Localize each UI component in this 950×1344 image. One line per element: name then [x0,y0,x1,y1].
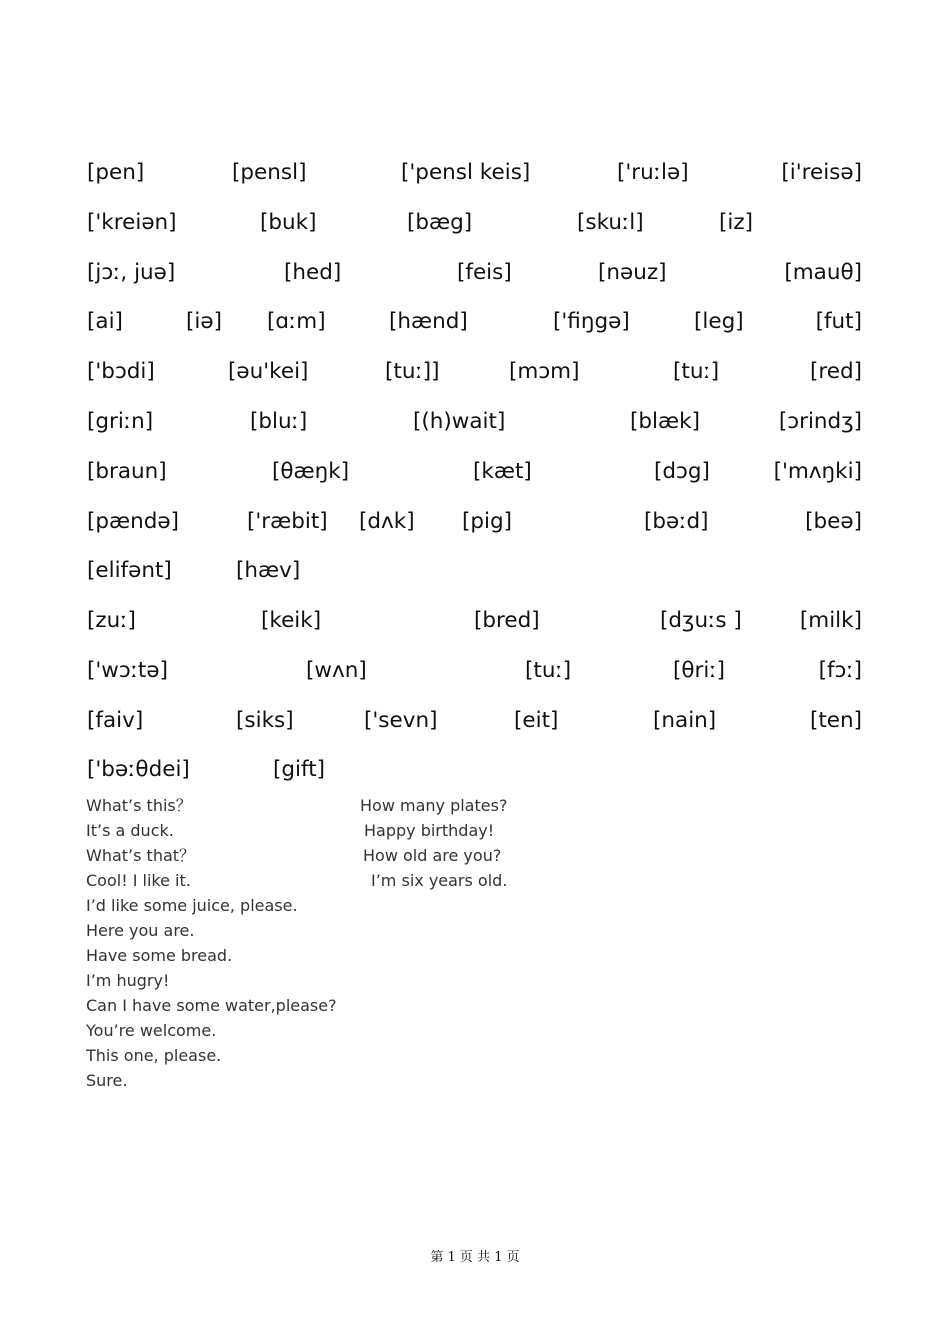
phonetic-word: [nəuz] [598,260,667,285]
phonetic-word: [mɔm] [509,359,580,384]
phonetic-word: [keik] [261,608,322,633]
phonetic-word: [(h)wait] [413,409,506,434]
phonetic-row-6 [87,406,862,438]
phonetic-word: ['bɔdi] [87,359,155,384]
sentence: This one, please. [86,1046,222,1065]
phonetic-word: [red] [809,359,862,384]
phonetic-word: [tuː] [673,359,720,384]
phonetic-word: [bluː] [250,409,308,434]
phonetic-word: [ai] [87,309,123,334]
phonetic-word: [eit] [514,708,559,733]
phonetic-row-8 [87,506,862,538]
phonetic-word: [ɔrindʒ] [778,409,862,434]
phonetic-word: [pen] [87,160,145,185]
phonetic-word: [jɔː, juə] [87,260,176,285]
phonetic-row-1 [87,157,862,189]
phonetic-word: [ten] [809,708,862,733]
sentence: Can I have some water,please? [86,996,337,1015]
phonetic-word: [pændə] [87,509,180,534]
phonetic-word: [wʌn] [306,658,367,683]
phonetic-word: [bəːd] [644,509,709,534]
phonetic-word: [mauθ] [784,260,862,285]
sentence: It’s a duck. [86,821,174,840]
phonetic-word: [elifənt] [87,558,172,583]
phonetic-word: [i'reisə] [781,160,862,185]
sentence: How many plates? [360,796,508,815]
phonetic-word: [griːn] [87,409,154,434]
sentence: Happy birthday! [364,821,495,840]
phonetic-word: [kæt] [473,459,532,484]
phonetic-row-4 [87,306,862,338]
phonetic-word: [feis] [457,260,512,285]
phonetic-row-9 [87,555,862,587]
phonetic-word: [gift] [273,757,326,782]
phonetic-word: ['wɔːtə] [87,658,168,683]
phonetic-row-2 [87,207,862,239]
phonetic-word: [beə] [805,509,862,534]
phonetic-word: [hænd] [389,309,468,334]
phonetic-word: ['bəːθdei] [87,757,190,782]
phonetic-word: [hæv] [236,558,301,583]
phonetic-word: [skuːl] [577,210,644,235]
phonetic-row-12 [87,705,862,737]
sentence: Here you are. [86,921,195,940]
phonetic-word: [əu'kei] [228,359,309,384]
phonetic-word: ['sevn] [364,708,438,733]
phonetic-word: ['kreiən] [87,210,177,235]
sentence: I’m six years old. [371,871,508,890]
phonetic-word: [buk] [260,210,317,235]
phonetic-word: ['mʌŋki] [773,459,862,484]
phonetic-word: [siks] [236,708,294,733]
phonetic-word: [dɔg] [654,459,710,484]
phonetic-word: [faiv] [87,708,144,733]
phonetic-word: [tuː] [525,658,572,683]
phonetic-row-7 [87,456,862,488]
phonetic-word: [nain] [653,708,717,733]
sentence: Sure. [86,1071,128,1090]
phonetic-word: [tuː]] [385,359,440,384]
phonetic-word: [dʒuːs ] [660,608,742,633]
phonetic-word: [pig] [462,509,513,534]
sentence: I’d like some juice, please. [86,896,298,915]
phonetic-word: [zuː] [87,608,136,633]
phonetic-word: [leg] [694,309,744,334]
phonetic-word: [θæŋk] [272,459,350,484]
sentence: You’re welcome. [86,1021,217,1040]
phonetic-word: [dʌk] [359,509,415,534]
phonetic-word: [bæg] [407,210,473,235]
phonetic-word: [pensl] [232,160,307,185]
sentence: Have some bread. [86,946,233,965]
phonetic-word: [hed] [284,260,342,285]
sentence: I’m hugry! [86,971,170,990]
phonetic-row-10 [87,605,862,637]
phonetic-word: [milk] [799,608,862,633]
phonetic-word: ['ruːlə] [617,160,689,185]
sentence: How old are you? [363,846,502,865]
phonetic-word: ['pensl keis] [401,160,531,185]
phonetic-word: [iə] [186,309,222,334]
page-footer: 第 1 页 共 1 页 [430,1250,520,1265]
phonetic-word: [bred] [474,608,540,633]
phonetic-word: [braun] [87,459,167,484]
phonetic-row-3 [87,257,862,289]
sentence: Cool! I like it. [86,871,191,890]
phonetic-word: ['ræbit] [247,509,328,534]
phonetic-word: [iz] [719,210,754,235]
phonetic-word: [ɑːm] [267,309,326,334]
sentence: What’s this？ [86,796,192,815]
phonetic-word: [fɔː] [818,658,862,683]
sentence: What’s that？ [86,846,196,865]
phonetic-word: [blæk] [630,409,700,434]
phonetic-word: [θriː] [673,658,725,683]
phonetic-word: ['fiŋgə] [553,309,630,334]
phonetic-row-11 [87,655,862,687]
phonetic-word: [fut] [815,309,862,334]
phonetic-row-13 [87,754,862,786]
phonetic-row-5 [87,356,862,388]
